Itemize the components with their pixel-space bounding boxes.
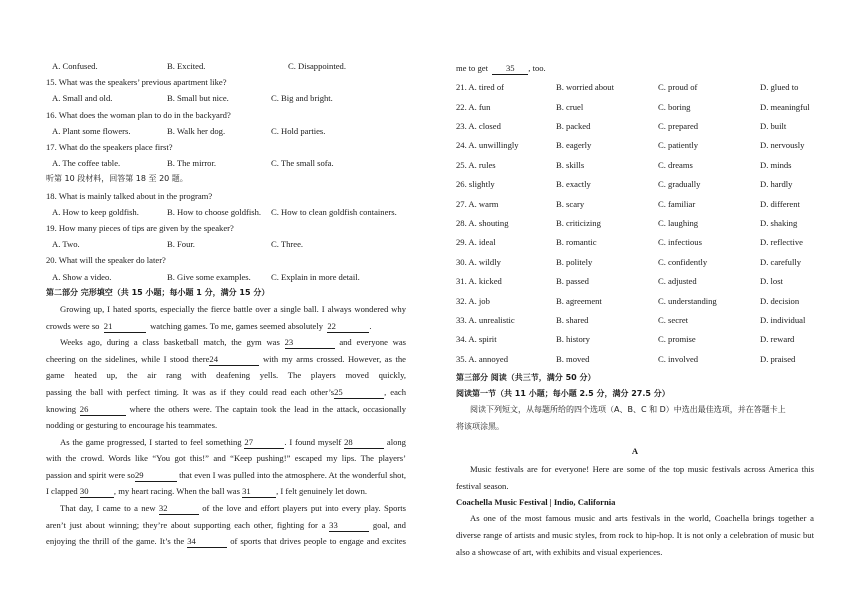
passage-intro-line2: festival season. — [456, 480, 509, 491]
q16-option-b: B. Walk her dog. — [167, 125, 226, 136]
blank-23[interactable]: 23 — [285, 336, 335, 349]
option-d[interactable]: D. shaking — [760, 217, 798, 228]
q19-option-c: C. Three. — [271, 239, 304, 250]
option-b[interactable]: B. scary — [556, 198, 585, 209]
coachella-heading: Coachella Music Festival | Indio, California — [456, 497, 616, 508]
option-c[interactable]: C. prepared — [658, 120, 699, 131]
option-d[interactable]: D. meaningful — [760, 101, 810, 112]
q20-option-a: A. Show a video. — [52, 271, 112, 282]
option-d[interactable]: D. carefully — [760, 256, 802, 267]
reading-instruction-line1: 阅读下列短文，从每题所给的四个选项（A、B、C 和 D）中选出最佳选项，并在答题卡上 — [470, 405, 786, 415]
option-c[interactable]: C. promise — [658, 334, 696, 345]
q17-option-b: B. The mirror. — [167, 158, 217, 169]
cloze-paragraph-3 — [46, 434, 406, 500]
cloze-paragraph-1 — [46, 301, 406, 334]
reading-instruction-line2: 将该项涂黑。 — [456, 421, 504, 431]
q18-option-b: B. How to choose goldfish. — [167, 206, 262, 217]
q15-stem: 15. What was the speakers’ previous apartment like? — [46, 77, 227, 88]
option-b[interactable]: B. history — [556, 334, 590, 345]
cloze-p3-line2: with the crowd. Words like “You got this!” and “Keep pushing!” escaped my lips. The players’ — [46, 453, 406, 464]
option-a[interactable]: 23. A. closed — [456, 120, 501, 131]
option-d[interactable]: D. glued to — [760, 82, 799, 93]
q20-option-c: C. Explain in more detail. — [271, 271, 360, 282]
coachella-line2: diverse range of artists and music styles, from rock to hip-hop. It is not only a celebration of music but — [456, 530, 814, 541]
option-row — [456, 196, 814, 215]
blank-29[interactable]: 29 — [135, 469, 177, 482]
option-c[interactable]: C. familiar — [658, 198, 696, 209]
q20-options — [46, 269, 406, 285]
part2-title: 第二部分 完形填空（共 15 小题；每小题 1 分，满分 15 分） — [46, 287, 270, 297]
q16-option-c: C. Hold parties. — [271, 125, 326, 136]
q15-option-a: A. Small and old. — [52, 93, 113, 104]
q18-option-a: A. How to keep goldfish. — [52, 206, 139, 217]
option-b[interactable]: B. shared — [556, 314, 589, 325]
q14-option-c: C. Disappointed. — [288, 61, 347, 71]
cloze-p4-line2: aren’t just about winning; they’re about supporting each other, fighting for a 33 goal, and — [46, 519, 406, 530]
option-d[interactable]: D. lost — [760, 276, 783, 287]
cloze-p2-line1: Weeks ago, during a class basketball match, the gym was 23 and everyone was — [60, 337, 407, 348]
option-a[interactable]: 26. slightly — [456, 179, 495, 190]
q18-stem: 18. What is mainly talked about in the program? — [46, 190, 213, 201]
option-a[interactable]: 28. A. shouting — [456, 217, 509, 228]
option-row — [456, 137, 814, 156]
reading-section1-title: 阅读第一节（共 11 小题；每小题 2.5 分，满分 27.5 分） — [456, 389, 670, 399]
blank-28[interactable]: 28 — [344, 436, 384, 449]
option-b[interactable]: B. packed — [556, 120, 591, 131]
q17-stem: 17. What do the speakers place first? — [46, 141, 173, 152]
cloze-p3-line1: As the game progressed, I started to feel something 27 . I found myself 28 along — [60, 436, 406, 447]
option-c[interactable]: C. involved — [658, 353, 699, 364]
cloze-p2-line6: nodding or gesturing to encourage his teammates. — [46, 420, 218, 431]
option-c[interactable]: C. patiently — [658, 140, 699, 151]
option-d[interactable]: D. hardly — [760, 179, 793, 190]
coachella-line1: As one of the most famous music and arts festivals in the world, Coachella brings together a — [470, 513, 814, 524]
cloze-p2-line4: passing the ball with perfect timing. It was as if they could read each other’s25 , each — [46, 386, 407, 397]
option-a[interactable]: 34. A. spirit — [456, 334, 497, 345]
q16-stem: 16. What does the woman plan to do in the backyard? — [46, 109, 231, 120]
option-row — [456, 273, 814, 292]
option-d[interactable]: D. minds — [760, 159, 792, 170]
q18-options — [46, 204, 406, 220]
option-a[interactable]: 30. A. wildly — [456, 256, 501, 267]
blank-22[interactable]: 22 — [327, 320, 369, 333]
coachella-line3: also a showcase of art, with exhibits and visual experiences. — [456, 546, 663, 557]
q15-options — [46, 90, 406, 106]
cloze-options-list — [456, 79, 814, 370]
option-b[interactable]: B. agreement — [556, 295, 602, 306]
option-c[interactable]: C. secret — [658, 314, 689, 325]
option-a[interactable]: 31. A. kicked — [456, 276, 502, 287]
blank-31[interactable]: 31 — [242, 485, 276, 498]
option-row — [456, 215, 814, 234]
cloze-p1-line2: crowds were so 21 watching games. To me, games seemed absolutely 22 . — [46, 320, 372, 331]
q18-option-c: C. How to clean goldfish containers. — [271, 206, 397, 217]
blank-26[interactable]: 26 — [80, 403, 126, 416]
cloze-p4-line1: That day, I came to a new 32 of the love and effort players put into every play. Sports — [60, 503, 406, 514]
cloze-p2-line5: knowing 26 where the others were. The captain took the lead in the attack, occasionally — [46, 403, 407, 414]
option-c[interactable]: C. gradually — [658, 179, 701, 190]
option-row — [456, 99, 814, 118]
option-b[interactable]: B. criticizing — [556, 217, 601, 228]
cloze-continuation: me to get 35 , too. — [456, 63, 546, 73]
option-row — [456, 234, 814, 253]
option-a[interactable]: 29. A. ideal — [456, 237, 496, 248]
q14-options — [46, 58, 406, 74]
option-c[interactable]: C. dreams — [658, 159, 693, 170]
option-row — [456, 331, 814, 350]
option-b[interactable]: B. passed — [556, 276, 589, 287]
option-b[interactable]: B. skills — [556, 159, 585, 170]
blank-34[interactable]: 34 — [187, 535, 227, 548]
option-d[interactable]: D. individual — [760, 314, 806, 325]
option-a[interactable]: 35. A. annoyed — [456, 353, 509, 364]
option-c[interactable]: C. infectious — [658, 237, 702, 248]
cloze-p4-line3: enjoying the thrill of the game. It’s the 34 of sports that drives people to engage and excites — [46, 536, 407, 547]
option-b[interactable]: B. cruel — [556, 101, 584, 112]
right-column — [456, 58, 814, 560]
cloze-paragraph-4 — [46, 500, 406, 550]
option-row — [456, 293, 814, 312]
blank-27[interactable]: 27 — [244, 436, 284, 449]
option-d[interactable]: D. reward — [760, 334, 795, 345]
option-b[interactable]: B. romantic — [556, 237, 597, 248]
option-d[interactable]: D. nervously — [760, 140, 805, 151]
option-d[interactable]: D. reflective — [760, 237, 803, 248]
option-d[interactable]: D. built — [760, 120, 787, 131]
blank-32[interactable]: 32 — [159, 502, 199, 515]
option-row — [456, 351, 814, 370]
section-instruction-10: 听第 10 段材料，回答第 18 至 20 题。 — [46, 174, 188, 184]
cloze-p2-line3: game heated up, the air rang with deafening yells. The players moved quickly, — [46, 370, 406, 381]
q19-options — [46, 236, 406, 252]
option-c[interactable]: C. adjusted — [658, 276, 697, 287]
option-b[interactable]: B. politely — [556, 256, 593, 267]
q19-stem: 19. How many pieces of tips are given by the speaker? — [46, 222, 234, 233]
option-a[interactable]: 27. A. warm — [456, 198, 499, 209]
q17-option-c: C. The small sofa. — [271, 158, 334, 169]
option-row — [456, 79, 814, 98]
option-row — [456, 254, 814, 273]
blank-21[interactable]: 21 — [104, 320, 146, 333]
option-d[interactable]: D. praised — [760, 353, 796, 364]
option-a[interactable]: 22. A. fun — [456, 101, 491, 112]
option-d[interactable]: D. different — [760, 198, 800, 209]
option-d[interactable]: D. decision — [760, 295, 800, 306]
option-a[interactable]: 32. A. job — [456, 295, 490, 306]
option-row — [456, 176, 814, 195]
q14-option-b: B. Excited. — [167, 61, 206, 71]
option-b[interactable]: B. moved — [556, 353, 590, 364]
q14-option-a: A. Confused. — [52, 61, 98, 71]
option-b[interactable]: B. worried about — [556, 82, 614, 93]
option-b[interactable]: B. eagerly — [556, 140, 592, 151]
q16-option-a: A. Plant some flowers. — [52, 125, 131, 136]
q19-option-a: A. Two. — [52, 239, 80, 250]
option-c[interactable]: C. laughing — [658, 217, 699, 228]
blank-30[interactable]: 30 — [80, 485, 114, 498]
passage-intro — [456, 461, 814, 494]
option-c[interactable]: C. proud of — [658, 82, 698, 93]
cloze-paragraph-2 — [46, 334, 406, 434]
part3-title: 第三部分 阅读（共三节，满分 50 分） — [456, 373, 596, 383]
option-b[interactable]: B. exactly — [556, 179, 591, 190]
option-a[interactable]: 33. A. unrealistic — [456, 314, 515, 325]
option-c[interactable]: C. confidently — [658, 256, 708, 267]
blank-33[interactable]: 33 — [329, 519, 369, 532]
option-a[interactable]: 25. A. rules — [456, 159, 496, 170]
option-row — [456, 157, 814, 176]
q17-options — [46, 155, 406, 171]
coachella-paragraph — [456, 510, 814, 560]
option-a[interactable]: 24. A. unwillingly — [456, 140, 519, 151]
passage-intro-line1: Music festivals are for everyone! Here are some of the top music festivals across America this — [470, 464, 814, 475]
q19-option-b: B. Four. — [167, 239, 195, 250]
option-row — [456, 312, 814, 331]
q16-options — [46, 123, 406, 139]
cloze-p1-line1: Growing up, I hated sports, especially the fierce battle over a single ball. I always wondered why — [60, 303, 406, 314]
q15-option-b: B. Small but nice. — [167, 93, 229, 104]
blank-25[interactable]: 25 — [334, 386, 384, 399]
cloze-p2-line2: cheering on the sidelines, while I stood there24 with my arms crossed. However, as the — [46, 353, 406, 364]
cloze-p3-line4: I clapped 30 , my heart racing. When the ball was 31 , I felt genuinely let down. — [46, 486, 368, 497]
q17-option-a: A. The coffee table. — [52, 158, 121, 169]
option-a[interactable]: 21. A. tired of — [456, 82, 504, 93]
cloze-p3-line3: passion and spirit were so29 that even I was pulled into the atmosphere. At the wonderful shot, — [46, 469, 406, 480]
option-c[interactable]: C. understanding — [658, 295, 717, 306]
passage-label: A — [631, 445, 639, 456]
q20-stem: 20. What will the speaker do later? — [46, 255, 166, 266]
blank-35[interactable]: 35 — [492, 62, 528, 75]
left-column — [46, 58, 406, 550]
option-row — [456, 118, 814, 137]
q15-option-c: C. Big and bright. — [271, 93, 333, 104]
option-c[interactable]: C. boring — [658, 101, 691, 112]
q20-option-b: B. Give some examples. — [167, 271, 251, 282]
blank-24[interactable]: 24 — [209, 353, 259, 366]
